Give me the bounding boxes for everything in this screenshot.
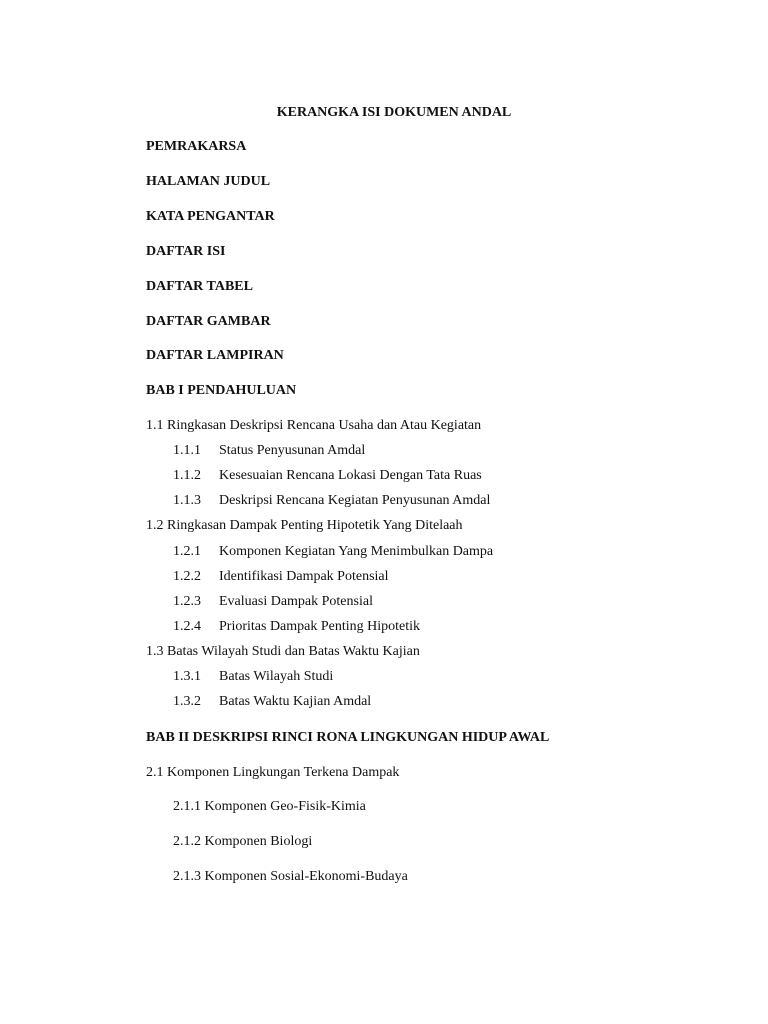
subsection-number: 1.3.1	[173, 669, 201, 684]
front-matter-daftar-tabel: DAFTAR TABEL	[146, 279, 253, 294]
subsection-text: Batas Wilayah Studi	[219, 669, 334, 684]
section-1-1-title: 1.1 Ringkasan Deskripsi Rencana Usaha dan Atau Kegiatan	[146, 418, 482, 433]
document-title: KERANGKA ISI DOKUMEN ANDAL	[276, 105, 512, 120]
front-matter-daftar-lampiran: DAFTAR LAMPIRAN	[146, 348, 284, 363]
subsection-text: Evaluasi Dampak Potensial	[219, 594, 373, 609]
subsection-1-3-2	[173, 693, 371, 711]
subsection-number: 1.2.2	[173, 569, 201, 584]
subsection-2-1-3: 2.1.3 Komponen Sosial-Ekonomi-Budaya	[173, 869, 408, 884]
section-1-2-title: 1.2 Ringkasan Dampak Penting Hipotetik Yang Ditelaah	[146, 518, 463, 533]
subsection-text: Kesesuaian Rencana Lokasi Dengan Tata Ruas	[219, 468, 482, 483]
subsection-1-1-1	[173, 442, 365, 460]
subsection-text: Status Penyusunan Amdal	[219, 443, 366, 458]
bab2-heading: BAB II DESKRIPSI RINCI RONA LINGKUNGAN HIDUP AWAL	[146, 730, 550, 745]
front-matter-daftar-isi: DAFTAR ISI	[146, 244, 226, 259]
subsection-1-2-2	[173, 568, 389, 586]
subsection-number: 1.2.3	[173, 594, 201, 609]
subsection-2-1-2: 2.1.2 Komponen Biologi	[173, 834, 313, 849]
bab1-heading: BAB I PENDAHULUAN	[146, 383, 297, 398]
subsection-text: Deskripsi Rencana Kegiatan Penyusunan Amdal	[219, 493, 491, 508]
subsection-number: 1.1.3	[173, 493, 201, 508]
subsection-1-2-1	[173, 543, 493, 561]
subsection-number: 1.3.2	[173, 694, 201, 709]
subsection-text: Batas Waktu Kajian Amdal	[219, 694, 372, 709]
subsection-2-1-1: 2.1.1 Komponen Geo-Fisik-Kimia	[173, 799, 366, 814]
subsection-text: Identifikasi Dampak Potensial	[219, 569, 389, 584]
front-matter-halaman-judul: HALAMAN JUDUL	[146, 174, 271, 189]
front-matter-kata-pengantar: KATA PENGANTAR	[146, 209, 275, 224]
subsection-number: 1.1.1	[173, 443, 201, 458]
section-1-3-title: 1.3 Batas Wilayah Studi dan Batas Waktu Kajian	[146, 644, 420, 659]
subsection-1-1-3	[173, 492, 490, 510]
subsection-text: Komponen Kegiatan Yang Menimbulkan Dampa	[219, 544, 494, 559]
front-matter-pemrakarsa: PEMRAKARSA	[146, 139, 247, 154]
subsection-1-1-2	[173, 467, 482, 485]
section-2-1-title: 2.1 Komponen Lingkungan Terkena Dampak	[146, 765, 400, 780]
subsection-number: 1.1.2	[173, 468, 201, 483]
subsection-1-2-3	[173, 593, 373, 611]
subsection-number: 1.2.4	[173, 619, 201, 634]
front-matter-daftar-gambar: DAFTAR GAMBAR	[146, 314, 271, 329]
subsection-1-2-4	[173, 618, 420, 636]
subsection-text: Prioritas Dampak Penting Hipotetik	[219, 619, 421, 634]
subsection-number: 1.2.1	[173, 544, 201, 559]
subsection-1-3-1	[173, 668, 333, 686]
